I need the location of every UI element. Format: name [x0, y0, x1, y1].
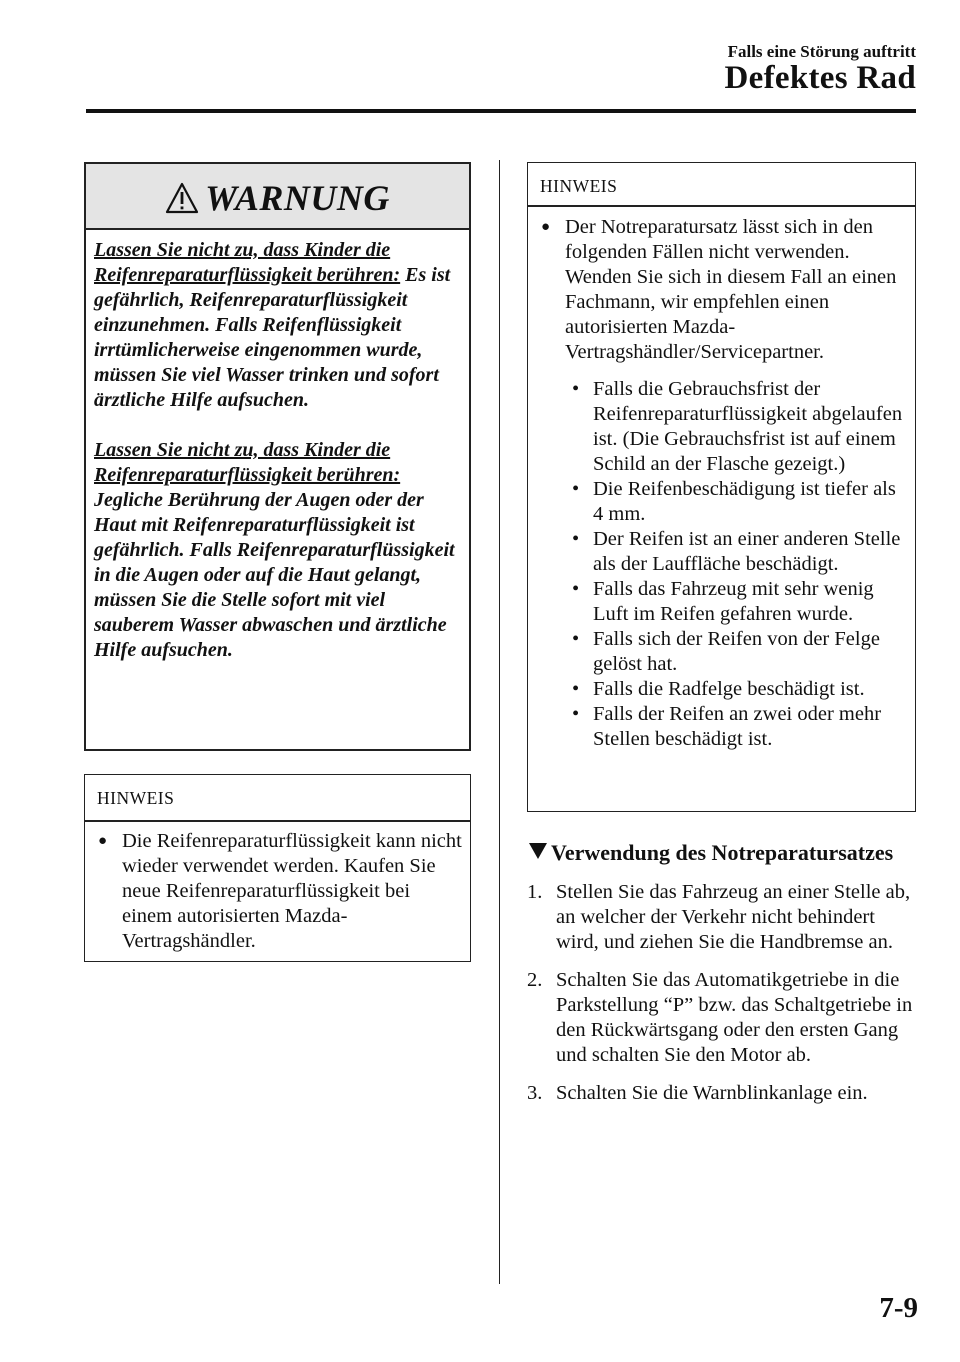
- step-text: Schalten Sie das Automatikgetriebe in die Parkstellung “P” bzw. das Schaltgetriebe in den Rückwärtsgang oder den ersten Gang und schalten Sie den Motor ab.: [556, 969, 913, 1066]
- note-subitem: [538, 702, 909, 752]
- step-number: 3.: [527, 1082, 543, 1104]
- note-subitem: [538, 377, 909, 477]
- note-bullet-text: Der Notreparatursatz lässt sich in den folgenden Fällen nicht verwenden. Wenden Sie sich in diesem Fall an einen Fachmann, wir empfehlen einen autorisierten Mazda-Vertragshändler/Servicepartner.: [565, 216, 897, 363]
- dot-icon: •: [572, 528, 580, 550]
- step-text: Schalten Sie die Warnblinkanlage ein.: [556, 1082, 868, 1104]
- step-list: [527, 880, 919, 1119]
- note-label: HINWEIS: [97, 788, 175, 808]
- chapter-title: Falls eine Störung auftritt: [727, 42, 916, 61]
- note-subitem: [538, 627, 909, 677]
- note-body: [95, 829, 464, 954]
- note-subitem-text: Falls sich der Reifen von der Felge gelöst hat.: [593, 628, 880, 675]
- dot-icon: •: [572, 478, 580, 500]
- step-item: [527, 1081, 919, 1106]
- warning-header: [86, 164, 469, 230]
- warning-body: [94, 238, 463, 688]
- warning-paragraph: [94, 238, 463, 413]
- header-rule: [86, 109, 916, 113]
- step-number: 1.: [527, 881, 543, 903]
- page-header: [86, 0, 916, 118]
- dot-icon: •: [572, 378, 580, 400]
- warning-title: WARNUNG: [205, 178, 390, 218]
- note-subitem-text: Falls die Gebrauchsfrist der Reifenreparaturflüssigkeit abgelaufen ist. (Die Gebrauchsfrist ist auf einem Schild an der Flasche gezeigt.): [593, 378, 903, 475]
- note-subitem: [538, 577, 909, 627]
- page-number: 7-9: [879, 1292, 918, 1324]
- dot-icon: •: [572, 703, 580, 725]
- column-divider: [499, 160, 500, 1284]
- note-bullet-item: [95, 829, 464, 954]
- note-subitem: [538, 677, 909, 702]
- warning-triangle-icon: [165, 182, 199, 214]
- note-subitem-text: Falls das Fahrzeug mit sehr wenig Luft im Reifen gefahren wurde.: [593, 578, 874, 625]
- note-body: [538, 215, 909, 752]
- note-bullet-text: Die Reifenreparaturflüssigkeit kann nicht wieder verwendet werden. Kaufen Sie neue Reifenreparaturflüssigkeit bei einem autorisierten Mazda-Vertragshändler.: [122, 830, 462, 952]
- note-separator: [85, 820, 470, 822]
- step-item: [527, 880, 919, 955]
- subsection-title: [529, 840, 919, 866]
- step-number: 2.: [527, 969, 543, 991]
- dot-icon: •: [572, 628, 580, 650]
- note-bullet-item: [538, 215, 909, 365]
- warning-paragraph-heading: Lassen Sie nicht zu, dass Kinder die Reifenreparaturflüssigkeit berühren:: [94, 439, 401, 486]
- triangle-down-icon: [529, 843, 547, 859]
- note-label: HINWEIS: [540, 176, 618, 196]
- section-heading: Defektes Rad: [724, 60, 916, 96]
- bullet-icon: ●: [541, 219, 551, 235]
- note-box-left: [84, 774, 471, 962]
- step-item: [527, 968, 919, 1068]
- step-text: Stellen Sie das Fahrzeug an einer Stelle ab, an welcher der Verkehr nicht behindert wird, und ziehen Sie die Handbremse an.: [556, 881, 911, 953]
- note-subitem: [538, 477, 909, 527]
- warning-box: [84, 162, 471, 751]
- note-subitem-text: Die Reifenbeschädigung ist tiefer als 4 mm.: [593, 478, 896, 525]
- warning-paragraph-text: Jegliche Berührung der Augen oder der Haut mit Reifenreparaturflüssigkeit ist gefährlich. Falls Reifenreparaturflüssigkeit in die Augen oder auf die Haut gelangt, müssen Sie die Stelle sofort mit viel sauberem Wasser abwaschen und ärztliche Hilfe aufsuchen.: [94, 489, 455, 661]
- warning-paragraph: [94, 438, 463, 663]
- warning-paragraph-heading: Lassen Sie nicht zu, dass Kinder die Reifenreparaturflüssigkeit berühren:: [94, 239, 401, 286]
- note-box-right: [527, 162, 916, 812]
- note-subitem-text: Falls der Reifen an zwei oder mehr Stellen beschädigt ist.: [593, 703, 882, 750]
- note-separator: [528, 205, 915, 207]
- note-subitem: [538, 527, 909, 577]
- bullet-icon: ●: [98, 833, 108, 849]
- subsection-title-text: Verwendung des Notreparatursatzes: [551, 840, 894, 865]
- dot-icon: •: [572, 678, 580, 700]
- note-subitem-text: Der Reifen ist an einer anderen Stelle als der Lauffläche beschädigt.: [593, 528, 901, 575]
- warning-paragraph-text: Es ist gefährlich, Reifenreparaturflüssigkeit einzunehmen. Falls Reifenflüssigkeit irrtümlicherweise eingenommen wurde, müssen Sie viel Wasser trinken und sofort ärztliche Hilfe aufsuchen.: [94, 264, 451, 411]
- dot-icon: •: [572, 578, 580, 600]
- note-subitem-text: Falls die Radfelge beschädigt ist.: [593, 678, 865, 700]
